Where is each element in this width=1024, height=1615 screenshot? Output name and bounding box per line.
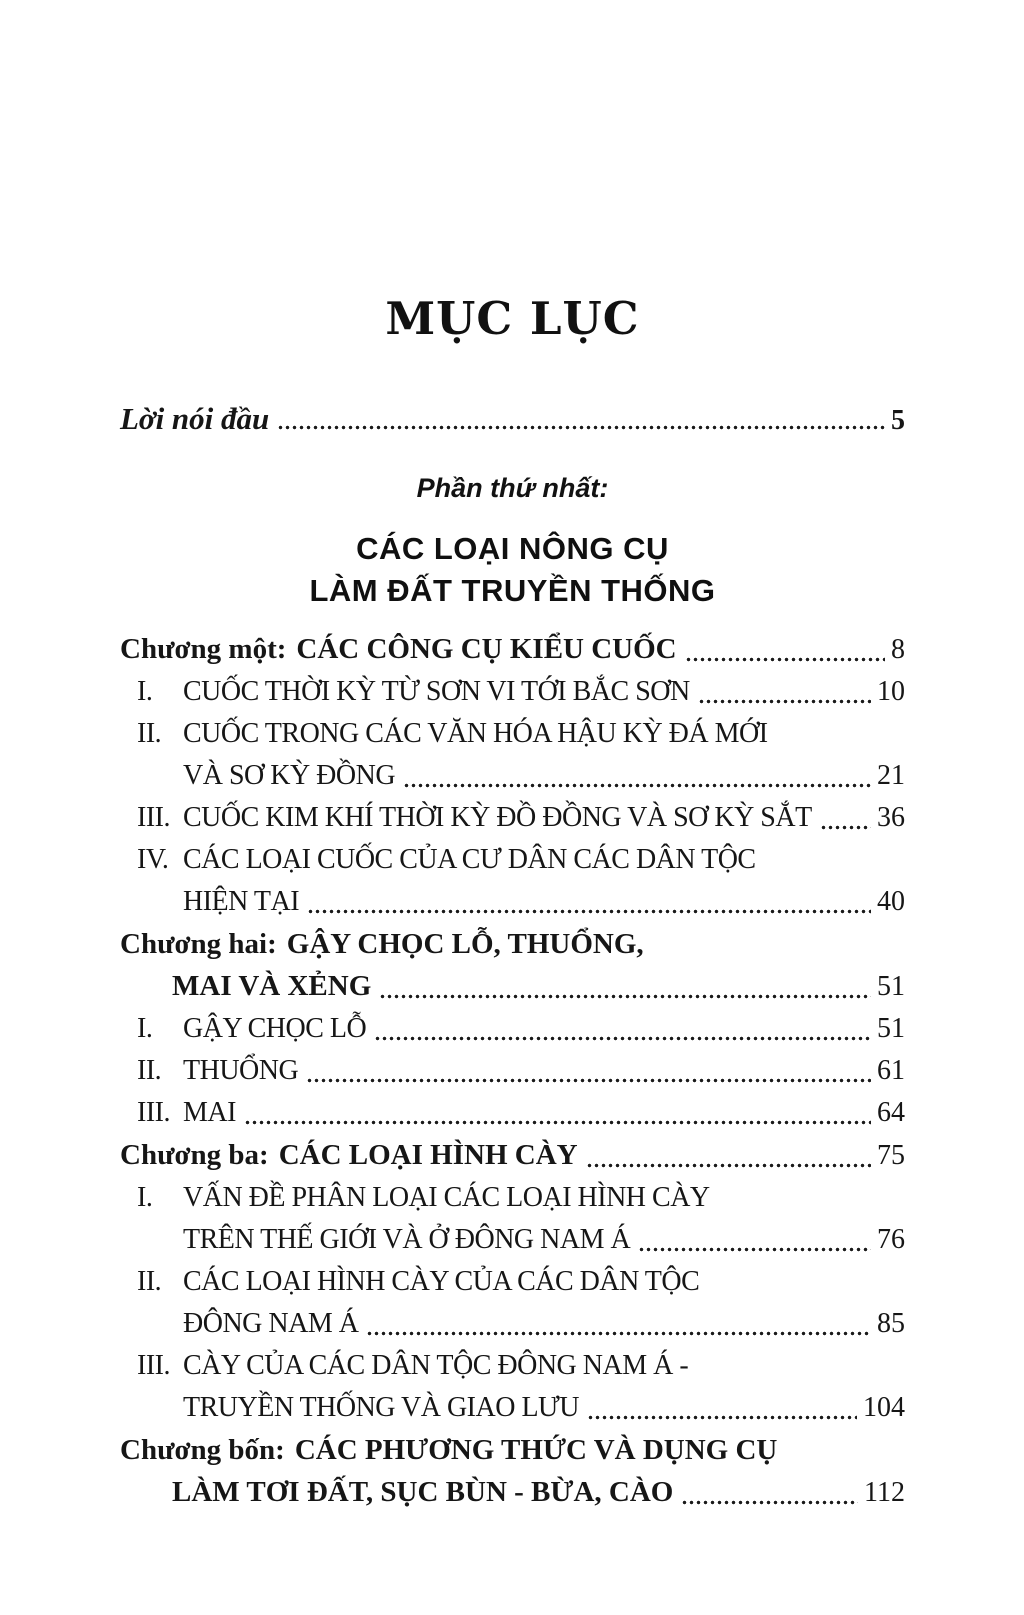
toc-entry [120,1050,905,1092]
dot-leader [587,1415,857,1420]
item-numeral: II. [137,1055,162,1086]
page-number: 112 [864,1477,905,1508]
page-title: MỤC LỤC [385,292,640,345]
entry-title: CUỐC THỜI KỲ TỪ SƠN VI TỚI BẮC SƠN [183,676,690,707]
item-numeral: I. [137,1013,153,1044]
page-number: 104 [863,1392,905,1423]
dot-leader [820,825,871,830]
dot-leader [403,783,871,788]
page-number: 10 [877,676,905,707]
page-number: 85 [877,1308,905,1339]
entry-title: LÀM TƠI ĐẤT, SỤC BÙN - BỪA, CÀO [172,1476,674,1508]
entry-title: VÀ SƠ KỲ ĐỒNG [183,760,396,791]
dot-leader [277,425,885,430]
toc-entry [120,797,905,839]
dot-leader [698,699,871,704]
entry-title: CÁC CÔNG CỤ KIỂU CUỐC [296,633,677,665]
entry-title: CÁC LOẠI HÌNH CÀY [278,1139,578,1171]
entry-title: CÁC LOẠI HÌNH CÀY CỦA CÁC DÂN TỘC [183,1266,700,1297]
page-number: 64 [877,1097,905,1128]
toc-entry [120,1219,905,1261]
page-number: 75 [877,1140,905,1171]
dot-leader [374,1036,871,1041]
toc-list [120,628,905,1514]
item-numeral: II. [137,718,162,749]
page-number: 36 [877,802,905,833]
entry-title: CÁC LOẠI CUỐC CỦA CƯ DÂN CÁC DÂN TỘC [183,844,756,875]
entry-title: CÁC PHƯƠNG THỨC VÀ DỤNG CỤ [294,1434,778,1466]
page-number: 51 [877,1013,905,1044]
toc-entry [120,1261,905,1303]
toc-entry [120,1471,905,1514]
entry-title: THUỔNG [183,1055,299,1086]
part-kicker: Phần thứ nhất: [416,473,609,503]
entry-title: MAI [183,1097,236,1128]
item-numeral: III. [137,1350,170,1381]
toc-entry [120,1134,905,1177]
toc-entry [120,628,905,671]
toc-entry [120,671,905,713]
toc-entry [120,1345,905,1387]
entry-title: TRÊN THẾ GIỚI VÀ Ở ĐÔNG NAM Á [183,1224,631,1255]
toc-entry [120,1008,905,1050]
item-numeral: III. [137,802,170,833]
chapter-label: Chương bốn: [120,1434,285,1466]
item-numeral: I. [137,676,153,707]
preface-label: Lời nói đầu [120,401,270,436]
toc-entry [120,755,905,797]
entry-title: TRUYỀN THỐNG VÀ GIAO LƯU [183,1392,579,1423]
entry-title: HIỆN TẠI [183,886,300,917]
toc-entry [120,965,905,1008]
item-numeral: IV. [137,844,169,875]
chapter-label: Chương hai: [120,928,277,960]
toc-entry [120,839,905,881]
dot-leader [638,1247,871,1252]
page-number: 5 [891,405,905,436]
entry-title: VẤN ĐỀ PHÂN LOẠI CÁC LOẠI HÌNH CÀY [183,1182,710,1213]
preface-entry [120,401,905,439]
page-number: 76 [877,1224,905,1255]
page-number: 61 [877,1055,905,1086]
toc-entry [120,1177,905,1219]
toc-entry [120,881,905,923]
entry-title: MAI VÀ XẺNG [172,970,372,1002]
dot-leader [306,1078,871,1083]
chapter-label: Chương một: [120,633,287,665]
page-number: 51 [877,971,905,1002]
dot-leader [379,994,871,999]
entry-title: GẬY CHỌC LỖ [183,1013,367,1044]
page-number: 21 [877,760,905,791]
entry-title: CÀY CỦA CÁC DÂN TỘC ĐÔNG NAM Á - [183,1350,689,1381]
page-number: 8 [891,634,905,665]
toc-entry [120,1429,905,1471]
entry-title: CUỐC KIM KHÍ THỜI KỲ ĐỒ ĐỒNG VÀ SƠ KỲ SẮT [183,802,812,833]
part-title-line2: LÀM ĐẤT TRUYỀN THỐNG [309,573,716,608]
toc-entry [120,1092,905,1134]
item-numeral: III. [137,1097,170,1128]
part-title [120,528,905,612]
toc-entry [120,1303,905,1345]
part-title-line1: CÁC LOẠI NÔNG CỤ [356,531,669,566]
entry-title: CUỐC TRONG CÁC VĂN HÓA HẬU KỲ ĐÁ MỚI [183,718,768,749]
dot-leader [366,1331,871,1336]
entry-title: GẬY CHỌC LỖ, THUỔNG, [286,928,644,960]
dot-leader [244,1120,871,1125]
item-numeral: II. [137,1266,162,1297]
dot-leader [681,1500,858,1505]
page-number: 40 [877,886,905,917]
dot-leader [685,657,885,662]
chapter-label: Chương ba: [120,1139,269,1171]
toc-entry [120,923,905,965]
toc-entry [120,713,905,755]
dot-leader [586,1163,871,1168]
dot-leader [307,909,871,914]
toc-entry [120,1387,905,1429]
entry-title: ĐÔNG NAM Á [183,1308,359,1339]
item-numeral: I. [137,1182,153,1213]
